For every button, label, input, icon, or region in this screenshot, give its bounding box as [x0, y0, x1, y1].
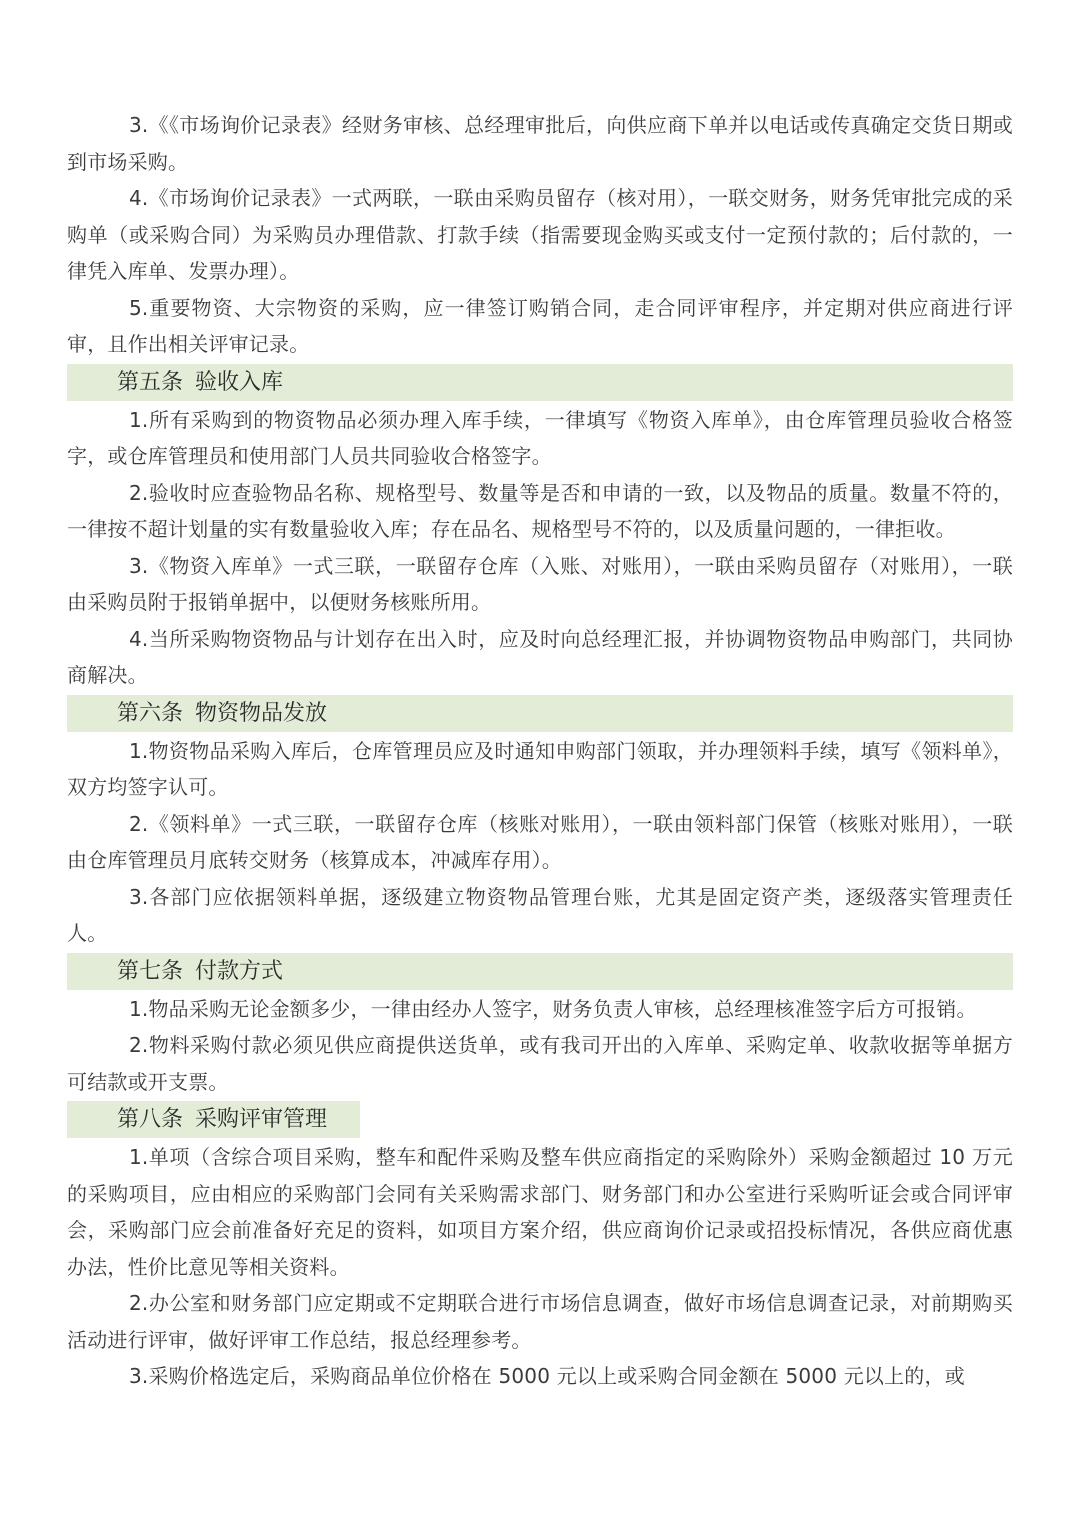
paragraph: 1.物品采购无论金额多少，一律由经办人签字，财务负责人审核，总经理核准签字后方可报销。	[129, 996, 977, 1021]
paragraph: 1.所有采购到的物资物品必须办理入库手续，一律填写《物资入库单》，由仓库管理员验收合格签字，或仓库管理员和使用部门人员共同验收合格签字。	[67, 407, 1013, 468]
section-heading	[67, 953, 1013, 990]
paragraph: 3.采购价格选定后，采购商品单位价格在 5000 元以上或采购合同金额在 5000 元以上的，或	[129, 1364, 965, 1388]
section-6	[67, 695, 1013, 952]
section-8	[67, 1101, 1013, 1395]
section-heading	[67, 1101, 360, 1138]
paragraph: 4.当所采购物资物品与计划存在出入时，应及时向总经理汇报，并协调物资物品申购部门，共同协商解决。	[67, 626, 1013, 687]
section-title: 物资物品发放	[195, 700, 328, 726]
paragraph: 4.《市场询价记录表》一式两联，一联由采购员留存（核对用），一联交财务，财务凭审批完成的采购单（或采购合同）为采购员办理借款、打款手续（指需要现金购买或支付一定预付款的；后付款的，一律凭入库单、发票办理）。	[67, 186, 1013, 283]
document-page	[67, 107, 1013, 1395]
paragraph: 2.验收时应查验物品名称、规格型号、数量等是否和申请的一致，以及物品的质量。数量不符的，一律按不超计划量的实有数量验收入库；存在品名、规格型号不符的，以及质量问题的，一律拒收。	[67, 480, 1013, 541]
paragraph: 1.单项（含综合项目采购，整车和配件采购及整车供应商指定的采购除外）采购金额超过 10 万元的采购项目，应由相应的采购部门会同有关采购需求部门、财务部门和办公室进行采购听证会或合同评审会，采购部门应会前准备好充足的资料，如项目方案介绍，供应商询价记录或招投标情况，各供应商优惠办法，性价比意见等相关资料。	[67, 1145, 1013, 1279]
paragraph: 1.物资物品采购入库后，仓库管理员应及时通知申购部门领取，并办理领料手续，填写《领料单》，双方均签字认可。	[67, 738, 1013, 799]
paragraph: 3.《《市场询价记录表》经财务审核、总经理审批后，向供应商下单并以电话或传真确定交货日期或到市场采购。	[67, 113, 1013, 174]
section-number: 第六条	[117, 700, 184, 726]
paragraph: 3.《物资入库单》一式三联，一联留存仓库（入账、对账用），一联由采购员留存（对账用），一联由采购员附于报销单据中，以便财务核账所用。	[67, 553, 1013, 614]
paragraph: 2.办公室和财务部门应定期或不定期联合进行市场信息调查，做好市场信息调查记录，对前期购买活动进行评审，做好评审工作总结，报总经理参考。	[67, 1291, 1013, 1352]
paragraph: 2.《领料单》一式三联，一联留存仓库（核账对账用），一联由领料部门保管（核账对账用），一联由仓库管理员月底转交财务（核算成本，冲减库存用）。	[67, 811, 1013, 872]
paragraph: 2.物料采购付款必须见供应商提供送货单，或有我司开出的入库单、采购定单、收款收据等单据方可结款或开支票。	[67, 1033, 1013, 1094]
section-number: 第七条	[117, 958, 184, 984]
section-title: 付款方式	[195, 958, 284, 984]
section-heading	[67, 364, 1013, 401]
section-number: 第八条	[117, 1107, 184, 1132]
section-number: 第五条	[117, 369, 184, 395]
intro-block	[67, 107, 1013, 363]
paragraph: 3.各部门应依据领料单据，逐级建立物资物品管理台账，尤其是固定资产类，逐级落实管理责任人。	[67, 884, 1013, 945]
section-5	[67, 364, 1013, 694]
paragraph: 5.重要物资、大宗物资的采购，应一律签订购销合同，走合同评审程序，并定期对供应商进行评审，且作出相关评审记录。	[67, 295, 1013, 356]
section-title: 验收入库	[195, 369, 284, 395]
section-heading	[67, 695, 1013, 732]
section-7	[67, 953, 1013, 1101]
section-title: 采购评审管理	[195, 1107, 328, 1132]
